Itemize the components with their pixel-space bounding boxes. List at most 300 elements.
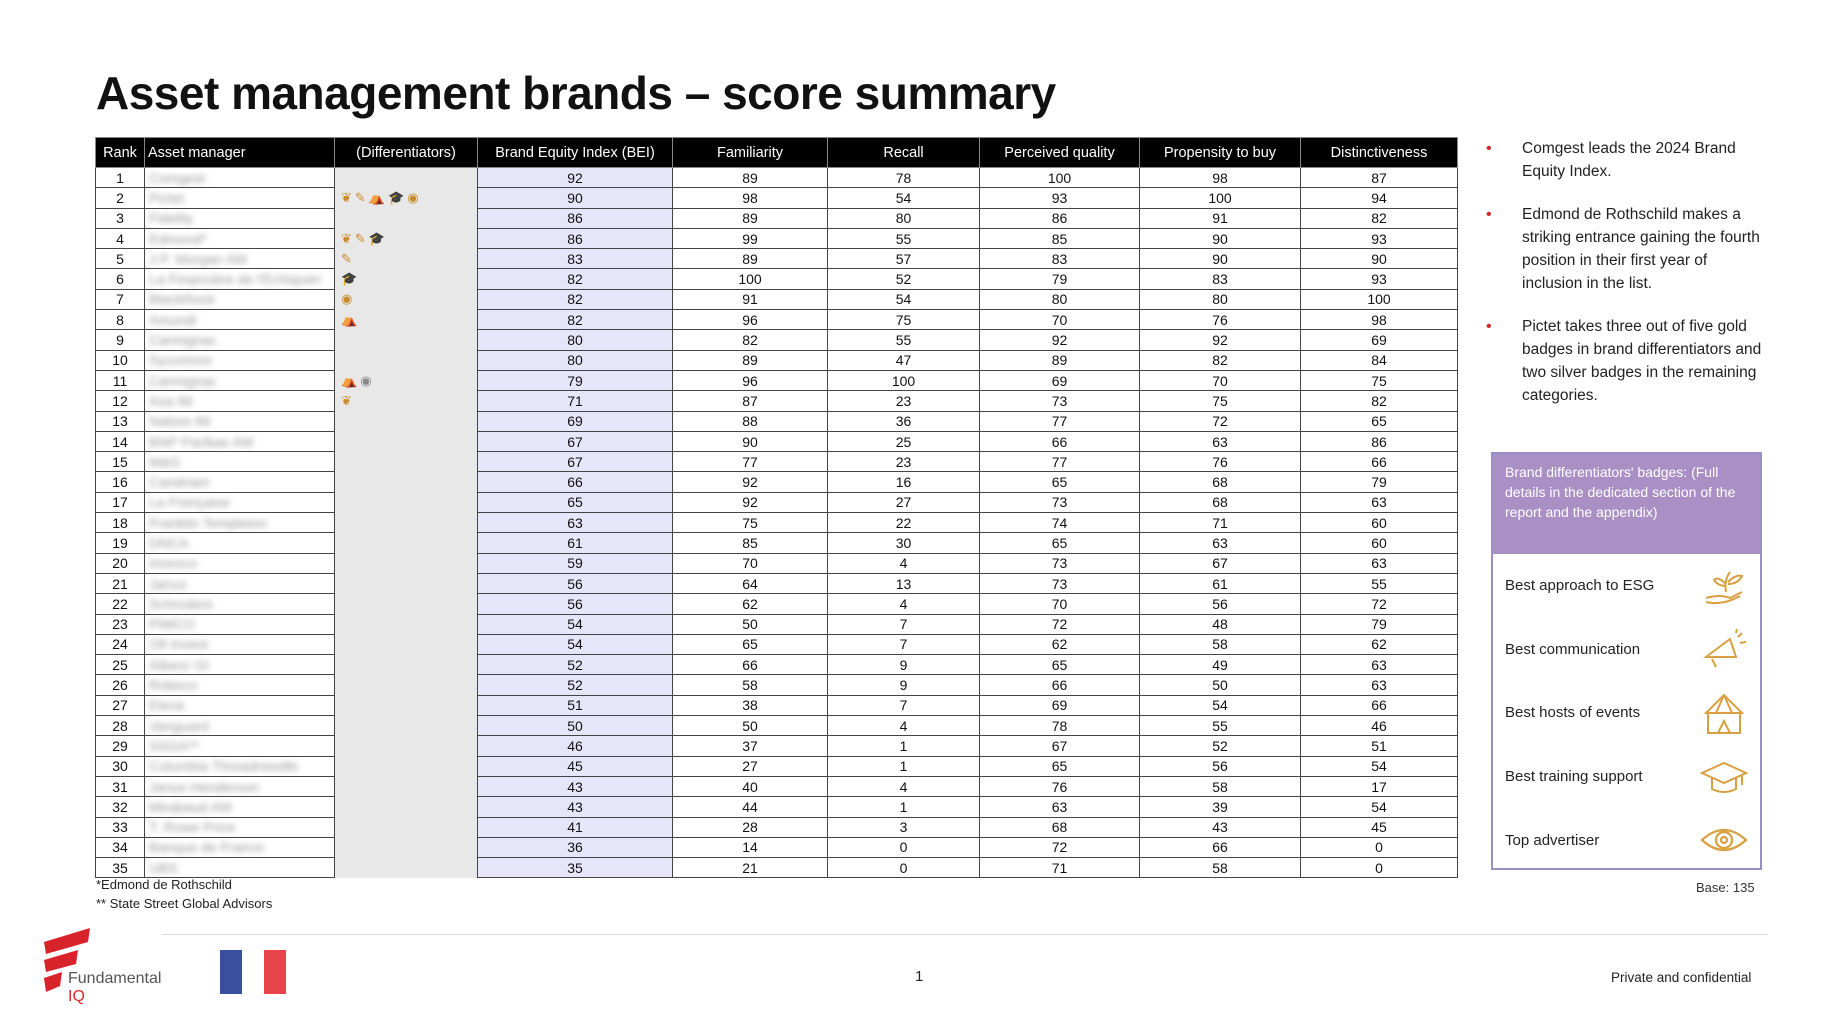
score-cell: 46: [1301, 716, 1458, 736]
table-row: [96, 573, 1458, 593]
score-cell: 70: [980, 310, 1140, 330]
score-cell: 52: [1140, 736, 1301, 756]
score-cell: 23: [828, 452, 980, 472]
score-cell: 94: [1301, 188, 1458, 208]
table-row: [96, 452, 1458, 472]
score-cell: 0: [828, 837, 980, 857]
asset-manager-name: Comgest: [145, 168, 335, 188]
differentiator-badges: [335, 634, 478, 654]
rank-cell: 31: [96, 776, 145, 796]
differentiator-badges: [335, 837, 478, 857]
score-cell: 79: [980, 269, 1140, 289]
differentiator-badges: [335, 310, 478, 330]
esg-badge-icon: ❦: [341, 392, 355, 408]
score-cell: 82: [1140, 350, 1301, 370]
rank-cell: 34: [96, 837, 145, 857]
score-cell: 100: [828, 370, 980, 390]
differentiator-badges: [335, 350, 478, 370]
score-cell: 100: [673, 269, 828, 289]
score-cell: 80: [478, 350, 673, 370]
score-cell: 92: [673, 492, 828, 512]
france-flag: [220, 950, 286, 994]
score-cell: 72: [980, 614, 1140, 634]
score-cell: 4: [828, 776, 980, 796]
table-row: [96, 736, 1458, 756]
score-cell: 68: [1140, 472, 1301, 492]
score-cell: 80: [478, 330, 673, 350]
score-cell: 63: [1301, 553, 1458, 573]
asset-manager-name: Vanguard: [145, 716, 335, 736]
differentiator-badges: [335, 513, 478, 533]
score-cell: 60: [1301, 513, 1458, 533]
differentiator-badges: [335, 736, 478, 756]
table-row: [96, 858, 1458, 878]
footnote-edmond: *Edmond de Rothschild: [96, 877, 232, 892]
differentiator-badges: [335, 776, 478, 796]
table-row: [96, 533, 1458, 553]
score-cell: 98: [673, 188, 828, 208]
score-cell: 40: [673, 776, 828, 796]
table-row: [96, 289, 1458, 309]
score-cell: 63: [1140, 431, 1301, 451]
differentiator-badges: [335, 431, 478, 451]
score-cell: 76: [1140, 452, 1301, 472]
asset-manager-name: Mirabaud AM: [145, 797, 335, 817]
score-cell: 23: [828, 391, 980, 411]
score-cell: 43: [478, 797, 673, 817]
score-cell: 84: [1301, 350, 1458, 370]
rank-cell: 6: [96, 269, 145, 289]
logo-wordmark: Fundamental: [68, 970, 162, 987]
table-row: [96, 168, 1458, 188]
score-cell: 63: [1301, 492, 1458, 512]
score-cell: 92: [673, 472, 828, 492]
table-row: [96, 553, 1458, 573]
score-cell: 66: [673, 655, 828, 675]
base-note: Base: 135: [1696, 880, 1755, 895]
score-cell: 75: [828, 310, 980, 330]
score-cell: 73: [980, 391, 1140, 411]
column-header: Recall: [828, 138, 980, 168]
rank-cell: 35: [96, 858, 145, 878]
differentiator-badges: [335, 817, 478, 837]
score-cell: 43: [1140, 817, 1301, 837]
rank-cell: 27: [96, 695, 145, 715]
score-cell: 82: [673, 330, 828, 350]
score-cell: 65: [478, 492, 673, 512]
score-cell: 67: [980, 736, 1140, 756]
asset-manager-name: Sycomore: [145, 350, 335, 370]
asset-manager-name: Columbia Threadneedle: [145, 756, 335, 776]
score-cell: 4: [828, 553, 980, 573]
asset-manager-name: BNP Paribas AM: [145, 431, 335, 451]
score-cell: 65: [980, 756, 1140, 776]
rank-cell: 5: [96, 249, 145, 269]
differentiator-badges: [335, 411, 478, 431]
score-cell: 92: [980, 330, 1140, 350]
rank-cell: 9: [96, 330, 145, 350]
finding-2: • Edmond de Rothschild makes a striking entrance gaining the fourth position in their first year of inclusion in the list.: [1486, 203, 1766, 295]
badge-legend: [1491, 452, 1762, 870]
table-row: [96, 330, 1458, 350]
score-cell: 86: [478, 228, 673, 248]
table-row: [96, 492, 1458, 512]
score-cell: 80: [1140, 289, 1301, 309]
score-cell: 71: [1140, 513, 1301, 533]
differentiator-badges: [335, 858, 478, 878]
column-header: Asset manager: [145, 138, 335, 168]
table-row: [96, 188, 1458, 208]
score-cell: 66: [1301, 695, 1458, 715]
differentiator-badges: [335, 188, 478, 208]
table-row: [96, 472, 1458, 492]
score-cell: 65: [673, 634, 828, 654]
score-cell: 73: [980, 573, 1140, 593]
score-cell: 66: [980, 675, 1140, 695]
finding-3: • Pictet takes three out of five gold badges in brand differentiators and two silver badges in the remaining categories.: [1486, 315, 1766, 407]
asset-manager-name: Carmignac: [145, 330, 335, 350]
page-title: Asset management brands – score summary: [96, 67, 1056, 119]
score-cell: 71: [980, 858, 1140, 878]
legend-label: Best communication: [1505, 640, 1641, 658]
differentiator-badges: [335, 533, 478, 553]
score-cell: 50: [1140, 675, 1301, 695]
key-findings: [1486, 137, 1766, 427]
asset-manager-name: Allianz GI: [145, 655, 335, 675]
score-cell: 66: [980, 431, 1140, 451]
score-cell: 90: [673, 431, 828, 451]
esg-badge-icon: ❦: [341, 230, 355, 246]
score-cell: 13: [828, 573, 980, 593]
score-cell: 56: [1140, 756, 1301, 776]
score-cell: 54: [478, 634, 673, 654]
legend-label: Top advertiser: [1505, 831, 1600, 849]
score-cell: 41: [478, 817, 673, 837]
score-cell: 43: [478, 776, 673, 796]
score-cell: 91: [673, 289, 828, 309]
score-cell: 89: [673, 249, 828, 269]
score-cell: 82: [1301, 391, 1458, 411]
differentiator-badges: [335, 330, 478, 350]
asset-manager-name: Carmignac: [145, 370, 335, 390]
score-cell: 87: [1301, 168, 1458, 188]
table-row: [96, 756, 1458, 776]
score-cell: 100: [1140, 188, 1301, 208]
score-cell: 61: [478, 533, 673, 553]
score-cell: 54: [1301, 756, 1458, 776]
logo-wordmark-iq: IQ: [68, 988, 85, 1005]
asset-manager-name: Edmond*: [145, 228, 335, 248]
differentiator-badges: [335, 208, 478, 228]
table-row: [96, 411, 1458, 431]
score-cell: 83: [1140, 269, 1301, 289]
table-row: [96, 249, 1458, 269]
score-cell: 89: [673, 208, 828, 228]
score-cell: 70: [1140, 370, 1301, 390]
score-cell: 54: [1140, 695, 1301, 715]
differentiator-badges: [335, 249, 478, 269]
score-cell: 56: [478, 594, 673, 614]
score-cell: 47: [828, 350, 980, 370]
rank-cell: 24: [96, 634, 145, 654]
asset-manager-name: Axa IM: [145, 391, 335, 411]
tent-icon: [1700, 691, 1748, 735]
differentiator-badges: [335, 614, 478, 634]
score-cell: 49: [1140, 655, 1301, 675]
advertiser-badge-icon: ◉: [360, 372, 375, 388]
score-cell: 73: [980, 553, 1140, 573]
rank-cell: 32: [96, 797, 145, 817]
differentiator-badges: [335, 289, 478, 309]
score-cell: 98: [1140, 168, 1301, 188]
rank-cell: 25: [96, 655, 145, 675]
score-cell: 4: [828, 716, 980, 736]
score-cell: 64: [673, 573, 828, 593]
score-cell: 85: [980, 228, 1140, 248]
score-cell: 76: [1140, 310, 1301, 330]
score-cell: 52: [478, 655, 673, 675]
score-cell: 7: [828, 634, 980, 654]
column-header: Perceived quality: [980, 138, 1140, 168]
differentiator-badges: [335, 655, 478, 675]
score-cell: 76: [980, 776, 1140, 796]
eye-icon: [1700, 818, 1748, 862]
score-cell: 77: [673, 452, 828, 472]
score-cell: 75: [1140, 391, 1301, 411]
rank-cell: 33: [96, 817, 145, 837]
table-row: [96, 655, 1458, 675]
legend-header: Brand differentiators' badges: (Full details in the dedicated section of the report and the appendix): [1493, 454, 1760, 554]
differentiator-badges: [335, 594, 478, 614]
score-cell: 52: [478, 675, 673, 695]
score-cell: 0: [1301, 858, 1458, 878]
training-badge-icon: 🎓: [368, 230, 388, 246]
comm-badge-icon: ✎: [341, 250, 355, 266]
score-cell: 65: [980, 533, 1140, 553]
score-cell: 96: [673, 370, 828, 390]
score-cell: 27: [673, 756, 828, 776]
score-cell: 77: [980, 411, 1140, 431]
events-badge-icon: ⛺: [368, 189, 388, 205]
score-cell: 75: [673, 513, 828, 533]
differentiator-badges: [335, 797, 478, 817]
legend-label: Best hosts of events: [1505, 704, 1641, 722]
score-cell: 50: [478, 716, 673, 736]
score-cell: 45: [1301, 817, 1458, 837]
score-cell: 90: [478, 188, 673, 208]
score-cell: 80: [980, 289, 1140, 309]
differentiator-badges: [335, 675, 478, 695]
score-cell: 54: [828, 188, 980, 208]
fundamental-iq-logo: [38, 924, 158, 1004]
rank-cell: 13: [96, 411, 145, 431]
differentiator-badges: [335, 573, 478, 593]
table-row: [96, 797, 1458, 817]
score-cell: 78: [828, 168, 980, 188]
asset-manager-name: La Française: [145, 492, 335, 512]
score-cell: 1: [828, 756, 980, 776]
asset-manager-name: Invesco: [145, 553, 335, 573]
score-cell: 74: [980, 513, 1140, 533]
score-cell: 91: [1140, 208, 1301, 228]
score-cell: 69: [1301, 330, 1458, 350]
score-cell: 63: [1301, 655, 1458, 675]
score-cell: 45: [478, 756, 673, 776]
score-cell: 54: [828, 289, 980, 309]
table-row: [96, 594, 1458, 614]
asset-manager-name: Banque de France: [145, 837, 335, 857]
asset-manager-name: Franklin Templeton: [145, 513, 335, 533]
table-header-row: [96, 138, 1458, 168]
confidential-label: Private and confidential: [1611, 970, 1752, 985]
score-cell: 63: [1301, 675, 1458, 695]
score-cell: 65: [1301, 411, 1458, 431]
score-cell: 63: [478, 513, 673, 533]
score-cell: 92: [478, 168, 673, 188]
asset-manager-name: UBS: [145, 858, 335, 878]
score-cell: 89: [673, 350, 828, 370]
table-row: [96, 634, 1458, 654]
score-cell: 96: [673, 310, 828, 330]
score-cell: 54: [478, 614, 673, 634]
score-cell: 30: [828, 533, 980, 553]
column-header: Rank: [96, 138, 145, 168]
score-cell: 57: [828, 249, 980, 269]
rank-cell: 21: [96, 573, 145, 593]
score-cell: 80: [828, 208, 980, 228]
footer-divider: [162, 934, 1768, 935]
score-cell: 0: [828, 858, 980, 878]
score-table: [95, 137, 1458, 878]
esg-badge-icon: ❦: [341, 189, 355, 205]
table-body: [96, 168, 1458, 878]
score-cell: 37: [673, 736, 828, 756]
score-cell: 72: [1140, 411, 1301, 431]
rank-cell: 10: [96, 350, 145, 370]
score-cell: 67: [478, 431, 673, 451]
score-cell: 9: [828, 655, 980, 675]
column-header: Brand Equity Index (BEI): [478, 138, 673, 168]
score-cell: 25: [828, 431, 980, 451]
score-cell: 54: [1301, 797, 1458, 817]
events-badge-icon: ⛺: [341, 372, 361, 388]
score-cell: 72: [1301, 594, 1458, 614]
column-header: Familiarity: [673, 138, 828, 168]
score-cell: 67: [1140, 553, 1301, 573]
differentiator-badges: [335, 716, 478, 736]
score-cell: 50: [673, 614, 828, 634]
table-row: [96, 614, 1458, 634]
score-cell: 88: [673, 411, 828, 431]
score-cell: 92: [1140, 330, 1301, 350]
page-number: 1: [915, 968, 924, 985]
rank-cell: 12: [96, 391, 145, 411]
score-cell: 85: [673, 533, 828, 553]
score-cell: 46: [478, 736, 673, 756]
score-cell: 67: [478, 452, 673, 472]
score-cell: 82: [478, 269, 673, 289]
asset-manager-name: La Financière de l'Echiquier: [145, 269, 335, 289]
legend-row-advertiser: [1493, 808, 1760, 872]
score-cell: 58: [673, 675, 828, 695]
asset-manager-name: J.P. Morgan AM: [145, 249, 335, 269]
score-cell: 62: [980, 634, 1140, 654]
score-cell: 55: [1301, 573, 1458, 593]
score-cell: 56: [1140, 594, 1301, 614]
score-cell: 93: [980, 188, 1140, 208]
rank-cell: 30: [96, 756, 145, 776]
score-cell: 7: [828, 614, 980, 634]
rank-cell: 3: [96, 208, 145, 228]
score-cell: 65: [980, 472, 1140, 492]
score-cell: 66: [1301, 452, 1458, 472]
score-cell: 89: [980, 350, 1140, 370]
table-row: [96, 228, 1458, 248]
score-cell: 66: [1140, 837, 1301, 857]
score-cell: 28: [673, 817, 828, 837]
differentiator-badges: [335, 452, 478, 472]
score-cell: 86: [478, 208, 673, 228]
legend-row-events: [1493, 681, 1760, 745]
score-cell: 3: [828, 817, 980, 837]
rank-cell: 18: [96, 513, 145, 533]
score-cell: 51: [478, 695, 673, 715]
asset-manager-name: Ofi Invest: [145, 634, 335, 654]
score-cell: 70: [980, 594, 1140, 614]
rank-cell: 7: [96, 289, 145, 309]
score-cell: 58: [1140, 858, 1301, 878]
asset-manager-name: Natixis IM: [145, 411, 335, 431]
advertiser-badge-icon: ◉: [407, 189, 422, 205]
differentiator-badges: [335, 228, 478, 248]
score-cell: 58: [1140, 634, 1301, 654]
score-cell: 100: [980, 168, 1140, 188]
score-cell: 90: [1301, 249, 1458, 269]
score-cell: 58: [1140, 776, 1301, 796]
score-cell: 9: [828, 675, 980, 695]
asset-manager-name: Pictet: [145, 188, 335, 208]
score-cell: 79: [1301, 472, 1458, 492]
score-cell: 68: [1140, 492, 1301, 512]
asset-manager-name: Fidelity: [145, 208, 335, 228]
asset-manager-name: Janus Henderson: [145, 776, 335, 796]
rank-cell: 19: [96, 533, 145, 553]
asset-manager-name: M&G: [145, 452, 335, 472]
score-cell: 0: [1301, 837, 1458, 857]
rank-cell: 23: [96, 614, 145, 634]
score-cell: 1: [828, 736, 980, 756]
score-cell: 82: [478, 289, 673, 309]
score-cell: 27: [828, 492, 980, 512]
graduation-cap-icon: [1700, 755, 1748, 799]
asset-manager-name: Eleva: [145, 695, 335, 715]
differentiator-badges: [335, 370, 478, 390]
differentiator-badges: [335, 391, 478, 411]
asset-manager-name: Robeco: [145, 675, 335, 695]
score-cell: 68: [980, 817, 1140, 837]
legend-row-communication: [1493, 618, 1760, 682]
footnote-ssga: ** State Street Global Advisors: [96, 896, 273, 911]
rank-cell: 22: [96, 594, 145, 614]
table-row: [96, 695, 1458, 715]
asset-manager-name: Candriam: [145, 472, 335, 492]
advertiser-badge-icon: ◉: [341, 291, 356, 307]
score-cell: 69: [478, 411, 673, 431]
score-cell: 83: [478, 249, 673, 269]
differentiator-badges: [335, 492, 478, 512]
rank-cell: 1: [96, 168, 145, 188]
score-cell: 77: [980, 452, 1140, 472]
